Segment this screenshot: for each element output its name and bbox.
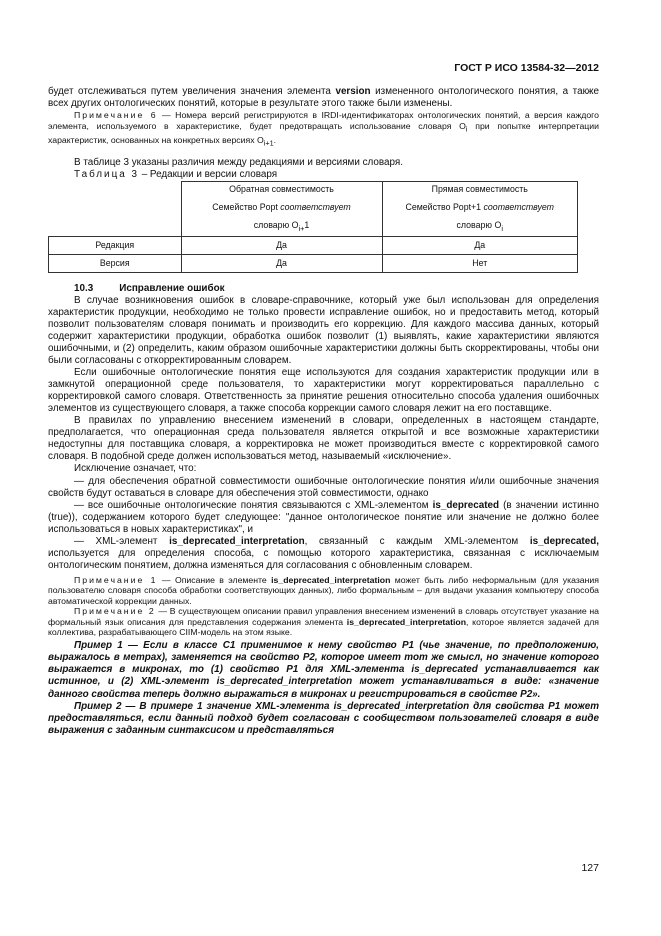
section-heading: 10.3 Исправление ошибок: [74, 282, 225, 294]
section-paragraph: Исключение означает, что:: [74, 463, 197, 475]
section-paragraph: Если ошибочные онтологические понятия еще используются для создания характеристик продукции или в замкнутой операционной среде пользователя, то характеристики могут корректироваться параллельно с корректировкой самого словаря. Ответственность за принятие решения относительно способа удаления ошибочных элементов из существующего словаря, а также способа коррекции самого словаря лежит на его поставщике.: [48, 367, 599, 415]
col-forward-header: Прямая совместимость Семейство Popt+1 соответствует словарю $O_i$: [382, 181, 578, 236]
col-backward-header: Обратная совместимость Семейство Popt соответствует словарю $O_{i+}1$: [181, 181, 382, 236]
list-item: — для обеспечения обратной совместимости ошибочные онтологические понятия и/или ошибочные значения свойств будут оставаться в словаре для обеспечения этой совместимости, однако: [48, 475, 599, 499]
table-caption: Таблица 3 – Редакции и версии словаря: [74, 168, 278, 180]
list-item: — XML-элемент is_deprecated_interpretation, связанный с каждым XML-элементом is_deprecated, используется для определения способа, с помощью которого характеристика, связанная с исключаемым онтологическим понятием, должна изменяться для согласования с обновленным словарем.: [48, 535, 599, 571]
table-intro-paragraph: В таблице 3 указаны различия между редакциями и версиями словаря.: [74, 156, 403, 168]
document-code: ГОСТ Р ИСО 13584-32—2012: [454, 62, 599, 74]
table-row: Версия Да Нет: [49, 254, 578, 272]
section-paragraph: В правилах по управлению внесением изменений в словари, определенных в настоящем стандарте, предполагается, что операционная среда пользователя является открытой и все возможные характеристики недоступны для поставщика словаря, а корректировка не может производиться вместе с корректировкой самого словаря. В подобной среде должен использоваться метод, называемый «исключение».: [48, 415, 599, 463]
page-body: [48, 86, 599, 737]
page-number: 127: [581, 862, 599, 874]
example-1: Пример 1 — Если в классе C1 применимое к нему свойство P1 (чье значение, по предположению, выражалось в метрах), заменяется на свойство P2, которое имеет тот же смысл, но значение которого выражается в микронах, то (1) свойство P1 для XML-элемента is_deprecated устанавливается как истинное, и (2) XML-элемент is_deprecated_interpretation может устанавливаться в виде: «значение данного свойства теперь должно выражаться в микронах и регистрироваться в свойстве P2».: [48, 640, 599, 700]
list-item: — все ошибочные онтологические понятия связываются с XML-элементом is_deprecated (в значении истинно (true)), содержанием которого будет следующее: "данное онтологическое понятие или значение не должно более использоваться в новых характеристиках", и: [48, 499, 599, 535]
note-1: Примечание 1 — Описание в элементе is_deprecated_interpretation может быть либо неформальным (для указания пользователю словаря способа обработки соответствующих данных), либо формальным – для выдачи указания компьютеру способа автоматической коррекции данных.: [48, 574, 599, 606]
section-paragraph: В случае возникновения ошибок в словаре-справочнике, который уже был использован для определения характеристик продукции, необходимо не только провести исправление ошибок, но и предоставить метод, который позволит пользователям словаря понимать и производить его коррекцию. Для каждого массива данных, который содержит характеристики продукции, обработка ошибок позволит (1) выявлять, какие характеристики являются ошибочными, и (2) определить, каким образом ошибочные характеристики должны быть скорректированы, чтобы они были согласованы с откорректированным словарем.: [48, 294, 599, 367]
table-row: Редакция Да Да: [49, 236, 578, 254]
note-6: Примечание 6 — Номера версий регистрируются в IRDI-идентификаторах онтологических понятий, а версия каждого элемента, используемого в характеристике, будет предотвращать использование словаря $O_i$ при попытке интерпретации характеристик, основанных на конкретных версиях $O_{i+1}$.: [48, 110, 599, 148]
table-header-row: [49, 181, 578, 236]
versions-table: [48, 181, 578, 273]
intro-paragraph: будет отслеживаться путем увеличения значения элемента version измененного онтологического понятия, а также всех других онтологических понятий, которые в результате этого также были изменены.: [48, 86, 599, 110]
note-2: Примечание 2 — В существующем описании правил управления внесением изменений в словарь отсутствует указание на формальный язык описания для представления содержания элемента is_deprecated_interpretation, которое является задачей для коллектива, разрабатывающего CIIM-модель на этом языке.: [48, 606, 599, 637]
example-2: Пример 2 — В примере 1 значение XML-элемента is_deprecated_interpretation для свойства P1 может предоставляться, если данный подход будет согласован с сообществом пользователей словаря в виде выражения с заданным синтаксисом и представляться: [48, 700, 599, 736]
